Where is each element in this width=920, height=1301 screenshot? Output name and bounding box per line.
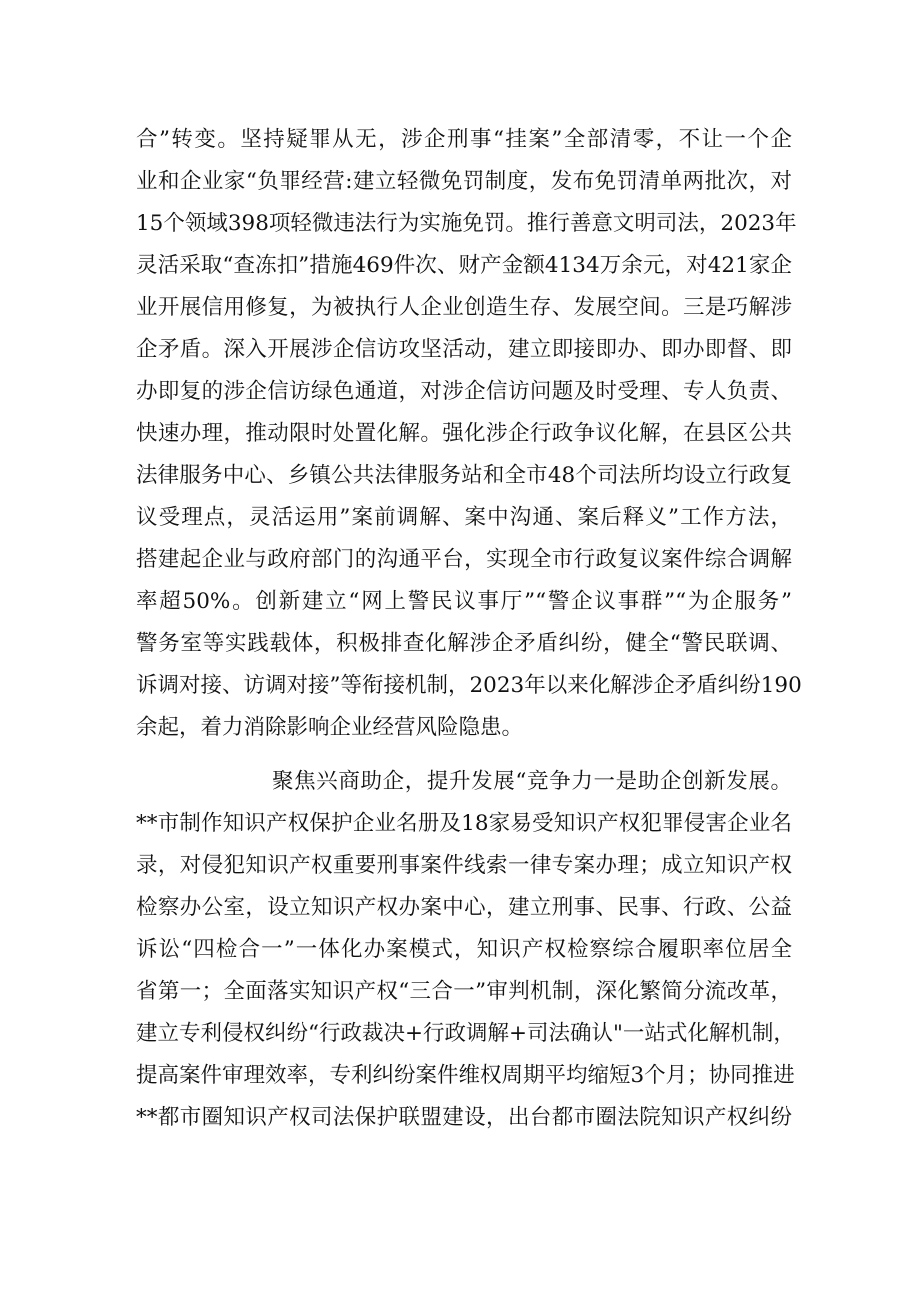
text-line: 警务室等实践载体，积极排查化解涉企矛盾纠纷，健全“警民联调、	[136, 631, 792, 656]
text-line: 搭建起企业与政府部门的沟通平台，实现全市行政复议案件综合调解	[136, 547, 792, 572]
text-line: **市制作知识产权保护企业名册及18家易受知识产权犯罪侵害企业名	[136, 811, 792, 836]
text-line: 录，对侵犯知识产权重要刑事案件线索一律专案办理；成立知识产权	[136, 853, 792, 878]
text-line: 15个领域398项轻微违法行为实施免罚。推行善意文明司法，2023年	[136, 211, 797, 236]
text-line: 法律服务中心、乡镇公共法律服务站和全市48个司法所均设立行政复	[136, 463, 792, 488]
text-line: 业开展信用修复，为被执行人企业创造生存、发展空间。三是巧解涉	[136, 295, 792, 320]
text-line: 建立专利侵权纠纷“行政裁决+行政调解+司法确认"一站式化解机制，	[136, 1021, 795, 1046]
text-line: 快速办理，推动限时处置化解。强化涉企行政争议化解，在县区公共	[136, 421, 792, 446]
text-line: 诉讼“四检合一”一体化办案模式，知识产权检察综合履职率位居全	[136, 937, 792, 962]
text-line: 提高案件审理效率，专利纠纷案件维权周期平均缩短3个月；协同推进	[136, 1063, 795, 1088]
text-line: 合”转变。坚持疑罪从无，涉企刑事“挂案”全部清零，不让一个企	[136, 127, 792, 152]
text-line: 率超50%。创新建立“网上警民议事厅”“警企议事群”“为企服务”	[136, 589, 792, 614]
section-heading-line: 聚焦兴商助企，提升发展“竞争力一是助企创新发展。	[272, 769, 792, 794]
text-line: 灵活采取“查冻扣”措施469件次、财产金额4134万余元，对421家企	[136, 253, 792, 278]
text-line: 省第一；全面落实知识产权“三合一”审判机制，深化繁简分流改革，	[136, 979, 792, 1004]
text-line: 业和企业家“负罪经营:建立轻微免罚制度，发布免罚清单两批次，对	[136, 169, 792, 194]
text-line: 议受理点，灵活运用”案前调解、案中沟通、案后释义”工作方法，	[136, 505, 792, 530]
text-line: 检察办公室，设立知识产权办案中心，建立刑事、民事、行政、公益	[136, 895, 792, 920]
text-line: 企矛盾。深入开展涉企信访攻坚活动，建立即接即办、即办即督、即	[136, 337, 792, 362]
text-line: 诉调对接、访调对接”等衔接机制，2023年以来化解涉企矛盾纠纷190	[136, 673, 802, 698]
text-line: **都市圈知识产权司法保护联盟建设，出台都市圈法院知识产权纠纷	[136, 1105, 792, 1130]
text-line: 余起，着力消除影响企业经营风险隐患。	[136, 715, 524, 740]
text-line: 办即复的涉企信访绿色通道，对涉企信访问题及时受理、专人负责、	[136, 379, 792, 404]
